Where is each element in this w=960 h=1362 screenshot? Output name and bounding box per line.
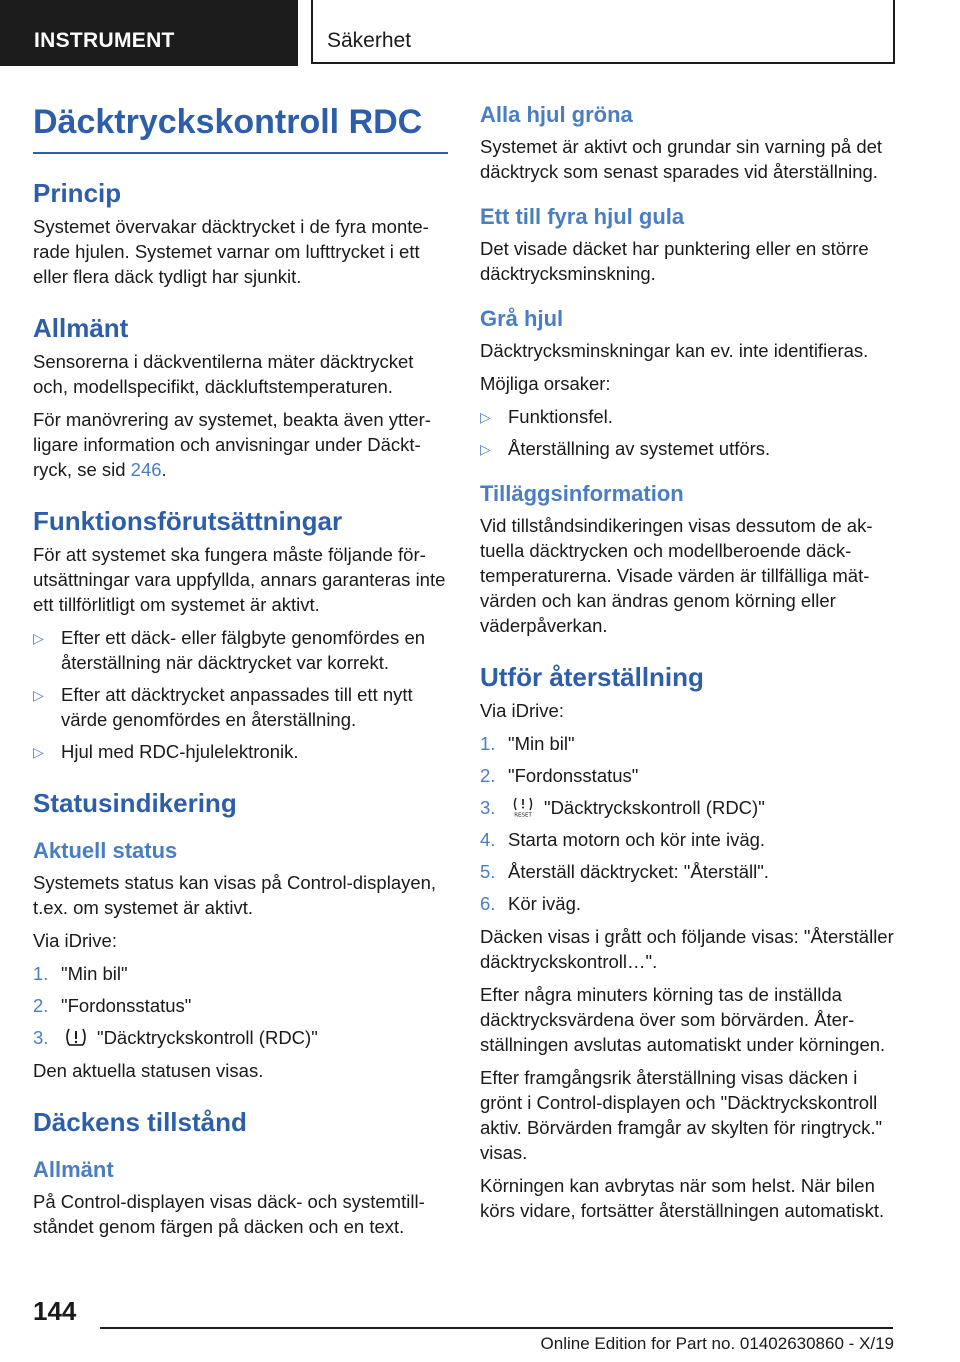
- aktuell-result-text: Den aktuella statusen visas.: [33, 1060, 264, 1081]
- triangle-bullet-icon: ▷: [480, 409, 491, 425]
- orsaker-list: [480, 404, 900, 461]
- princip-text: Systemet övervakar däcktrycket i de fyra monte-rade hjulen. Systemet varnar om lufttrycket i ett eller flera däck tydligt har sjunkit.: [33, 216, 429, 287]
- heading-dackens-tillstand: Däckens tillstånd: [33, 1107, 247, 1137]
- list-item: [33, 739, 448, 764]
- reset-para-4: Körningen kan avbrytas när som helst. När bilen körs vidare, fortsätter återställningen automatiskt.: [480, 1175, 885, 1221]
- heading-statusindikering: Statusindikering: [33, 788, 237, 818]
- step-number: 1.: [480, 733, 496, 754]
- step-number: 5.: [480, 861, 496, 882]
- heading-tillaggsinformation: Tilläggsinformation: [480, 481, 684, 506]
- list-item: [480, 891, 900, 916]
- step-text: Återställ däcktrycket: "Återställ".: [508, 861, 769, 882]
- tire-pressure-reset-icon: [510, 797, 536, 817]
- chapter-label: Säkerhet: [311, 0, 895, 64]
- heading-hjul-gula: Ett till fyra hjul gula: [480, 204, 685, 229]
- allmant-text-2-end: .: [161, 459, 167, 480]
- list-item: [33, 625, 448, 675]
- step-text: "Fordonsstatus": [508, 765, 639, 786]
- forutsattningar-list: [33, 625, 448, 764]
- tillstand-text: På Control-displayen visas däck- och systemtill-ståndet genom färgen på däcken och en text.: [33, 1191, 425, 1237]
- list-item: [480, 795, 900, 820]
- step-text: Kör iväg.: [508, 893, 582, 914]
- reset-icon-label: RESET: [514, 812, 532, 817]
- heading-allmant: Allmänt: [33, 313, 129, 343]
- triangle-bullet-icon: ▷: [33, 687, 44, 703]
- list-item-text: Funktionsfel.: [508, 406, 613, 427]
- list-item: [33, 961, 448, 986]
- list-item: [480, 763, 900, 788]
- step-number: 3.: [33, 1027, 49, 1048]
- list-item: [480, 731, 900, 756]
- list-item: [33, 682, 448, 732]
- page-title: Däcktryckskontroll RDC: [33, 102, 448, 154]
- step-number: 1.: [33, 963, 49, 984]
- triangle-bullet-icon: ▷: [480, 441, 491, 457]
- heading-gra-hjul: Grå hjul: [480, 306, 564, 331]
- via-idrive-text: Via iDrive:: [33, 930, 117, 951]
- aktuell-text: Systemets status kan visas på Control-displayen, t.ex. om systemet är aktivt.: [33, 872, 437, 918]
- reset-steps: [480, 731, 900, 916]
- section-label: INSTRUMENT: [0, 0, 298, 66]
- via-idrive-text: Via iDrive:: [480, 700, 564, 721]
- step-text: "Min bil": [61, 963, 128, 984]
- step-text: "Däcktryckskontroll (RDC)": [544, 797, 765, 818]
- reset-para-3: Efter framgångsrik återställning visas däcken i grönt i Control-displayen och "Däcktryckskontroll aktiv. Börvärden framgår av skylten för ringtryck." visas.: [480, 1067, 883, 1163]
- forutsattningar-text: För att systemet ska fungera måste följande för-utsättningar vara uppfyllda, annars garanteras inte ett tillförlitligt om systemet är aktivt.: [33, 544, 446, 615]
- step-number: 4.: [480, 829, 496, 850]
- page-reference-link[interactable]: 246: [130, 459, 162, 480]
- gula-text: Det visade däcket har punktering eller en större däcktrycksminskning.: [480, 238, 869, 284]
- step-number: 2.: [480, 765, 496, 786]
- heading-tillstand-allmant: Allmänt: [33, 1157, 114, 1182]
- list-item: [33, 993, 448, 1018]
- list-item: [480, 859, 900, 884]
- allmant-text-1: Sensorerna i däckventilerna mäter däcktrycket och, modellspecifikt, däckluftstemperaturen.: [33, 351, 414, 397]
- list-item: [480, 404, 900, 429]
- step-text: "Fordonsstatus": [61, 995, 192, 1016]
- tire-pressure-warning-icon: [63, 1027, 89, 1047]
- reset-para-1: Däcken visas i grått och följande visas: "Återställer däcktryckskontroll…".: [480, 926, 894, 972]
- orsaker-text: Möjliga orsaker:: [480, 373, 611, 394]
- heading-funktionsforutsattningar: Funktionsförutsättningar: [33, 506, 343, 536]
- list-item-text: Återställning av systemet utförs.: [508, 438, 771, 459]
- step-text: "Däcktryckskontroll (RDC)": [97, 1027, 318, 1048]
- tillagg-text: Vid tillståndsindikeringen visas dessutom de ak-tuella däcktrycken och modellberoende däck-temperaturerna. Visade värden är tillfälliga mät-värden och kan ändras genom körning eller väderpåverkan.: [480, 515, 873, 636]
- heading-aktuell-status: Aktuell status: [33, 838, 178, 863]
- step-number: 6.: [480, 893, 496, 914]
- list-item: [480, 436, 900, 461]
- heading-princip: Princip: [33, 178, 122, 208]
- list-item-text: Efter att däcktrycket anpassades till ett nytt värde genomfördes en återställning.: [61, 684, 413, 730]
- page-header: [0, 0, 960, 66]
- heading-utfor-aterstallning: Utför återställning: [480, 662, 704, 692]
- grona-text: Systemet är aktivt och grundar sin varning på det däcktryck som senast sparades vid återställning.: [480, 136, 883, 182]
- allmant-text-2: [33, 407, 448, 482]
- footer-divider: [100, 1327, 893, 1329]
- allmant-text-2-body: För manövrering av systemet, beakta även ytter-ligare information och anvisningar under Däckt-ryck, se sid: [33, 409, 431, 480]
- right-column: [480, 96, 900, 1231]
- list-item-text: Efter ett däck- eller fälgbyte genomfördes en återställning när däcktrycket var korrekt.: [61, 627, 426, 673]
- aktuell-steps: [33, 961, 448, 1050]
- list-item-text: Hjul med RDC-hjulelektronik.: [61, 741, 299, 762]
- left-column: [33, 96, 448, 1247]
- page-number: 144: [33, 1296, 77, 1326]
- step-text: "Min bil": [508, 733, 575, 754]
- list-item: [480, 827, 900, 852]
- step-text: Starta motorn och kör inte iväg.: [508, 829, 766, 850]
- heading-alla-hjul-grona: Alla hjul gröna: [480, 102, 633, 127]
- step-number: 2.: [33, 995, 49, 1016]
- gra-text: Däcktrycksminskningar kan ev. inte identifieras.: [480, 340, 869, 361]
- list-item: [33, 1025, 448, 1050]
- triangle-bullet-icon: ▷: [33, 630, 44, 646]
- step-number: 3.: [480, 797, 496, 818]
- reset-para-2: Efter några minuters körning tas de inställda däcktrycksvärdena över som börvärden. Åter-ställningen avslutas automatiskt under körningen.: [480, 984, 886, 1055]
- triangle-bullet-icon: ▷: [33, 744, 44, 760]
- edition-text: Online Edition for Part no. 01402630860 - X/19: [540, 1334, 894, 1353]
